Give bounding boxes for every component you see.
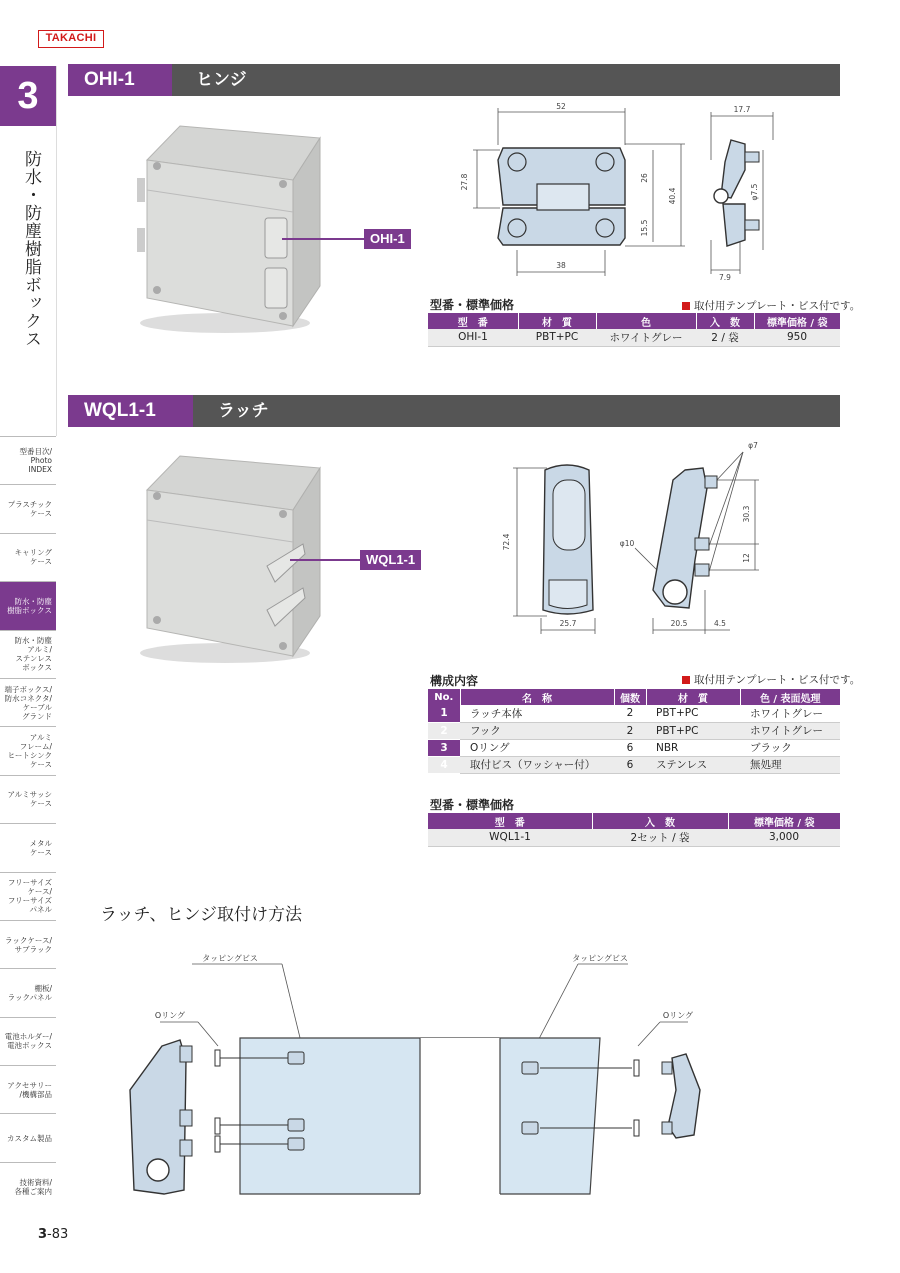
wql-callout: WQL1-1 [360,550,421,570]
ohi-cell-price: 950 [754,329,840,346]
dim-7-9: 7.9 [719,273,731,280]
sidenav-item-aluminum-sash[interactable]: アルミサッシ ケース [0,775,56,823]
sidenav-item-rack-case[interactable]: ラックケース/ サブラック [0,920,56,968]
dim-20-5: 20.5 [670,619,688,628]
wql-comp-material: ステンレス [646,756,740,773]
install-title: ラッチ、ヒンジ取付け方法 [100,905,303,925]
sidenav-item-metal-case[interactable]: メタル ケース [0,823,56,871]
ohi-th-material: 材 質 [518,313,596,329]
wql-comp-count: 2 [614,705,646,722]
wql-note: 取付用テンプレート・ビス付です。 [682,672,860,687]
wql-comp-color: 無処理 [740,756,840,773]
dim-25-7: 25.7 [559,619,577,628]
side-navigation [0,436,56,1210]
table-row [428,739,840,756]
ohi-th-model: 型 番 [428,313,518,329]
install-right-oring-label: Oリング [662,1011,694,1020]
wql-comp-no: 2 [428,722,460,739]
page-num: -83 [47,1227,69,1242]
wql-th-model: 型 番 [428,813,592,829]
wql-comp-material: PBT+PC [646,722,740,739]
wql-comp-count: 6 [614,739,646,756]
ohi-callout-line [282,238,366,240]
ohi-th-qty: 入 数 [696,313,754,329]
dim-38: 38 [556,261,566,270]
wql-comp-name: フック [460,722,614,739]
sidenav-item-plastic-case[interactable]: プラスチック ケース [0,484,56,532]
wql-comp-count: 2 [614,722,646,739]
chapter-number: 3 [0,66,56,126]
table-row [428,705,840,722]
sidenav-item-battery[interactable]: 電池ホルダー/ 電池ボックス [0,1017,56,1065]
ohi-th-price: 標準価格 / 袋 [754,313,840,329]
wql-comp-color: ホワイトグレー [740,722,840,739]
dim-phi-7-5: φ7.5 [750,183,759,201]
section-bar-ohi [68,64,840,96]
wql-th-price: 標準価格 / 袋 [728,813,840,829]
dim-15-5: 15.5 [640,219,649,237]
dim-26: 26 [640,173,649,183]
wql-comp-th-material: 材 質 [646,689,740,705]
section-name-ohi: ヒンジ [196,70,247,90]
ohi-cell-model: OHI-1 [428,329,518,346]
dim-phi-10: φ10 [619,539,635,548]
wql-comp-th-no: No. [428,689,460,705]
sidenav-item-terminal-box[interactable]: 端子ボックス/ 防水コネクタ/ ケーブル グランド [0,678,56,726]
wql-comp-color: ブラック [740,739,840,756]
page-chapter: 3 [38,1227,48,1242]
ohi-product-photo [125,118,335,338]
side-divider [56,66,57,436]
wql-comp-th-color: 色 / 表面処理 [740,689,840,705]
dim-12: 12 [742,553,751,563]
wql-callout-line [290,559,362,561]
dim-4-5: 4.5 [714,619,726,628]
wql-dimension-drawing [495,440,795,640]
dim-40-4: 40.4 [668,187,677,205]
section-code-ohi: OHI-1 [68,64,172,96]
takachi-logo: TAKACHI [38,30,104,48]
wql-comp-title: 構成内容 [430,674,479,688]
ohi-table-title: 型番・標準価格 [430,298,515,312]
dim-phi-7: φ7 [748,441,758,450]
table-row [428,756,840,773]
sidenav-item-waterproof-aluminum[interactable]: 防水・防塵 アルミ/ ステンレス ボックス [0,630,56,678]
wql-comp-material: PBT+PC [646,705,740,722]
install-right-screw-label: タッピングビス [572,954,628,963]
ohi-dimension-drawing [455,100,785,280]
wql-comp-no: 3 [428,739,460,756]
dim-27-8: 27.8 [460,173,469,191]
wql-comp-color: ホワイトグレー [740,705,840,722]
wql-comp-name: Oリング [460,739,614,756]
dim-72-4: 72.4 [502,533,511,551]
sidenav-item-waterproof-resin[interactable]: 防水・防塵 樹脂ボックス [0,581,56,629]
table-row [428,829,840,846]
wql-cell-model: WQL1-1 [428,829,592,846]
sidenav-item-custom[interactable]: カスタム製品 [0,1113,56,1161]
wql-comp-name: ラッチ本体 [460,705,614,722]
wql-product-photo [125,448,335,668]
wql-cell-qty: 2セット / 袋 [592,829,728,846]
section-name-wql: ラッチ [218,401,269,421]
ohi-cell-qty: 2 / 袋 [696,329,754,346]
sidenav-item-index[interactable]: 型番目次/ Photo INDEX [0,436,56,484]
install-left-screw-label: タッピングビス [202,954,258,963]
page-number [38,1227,68,1242]
wql-comp-name: 取付ビス（ワッシャー付） [460,756,614,773]
ohi-cell-material: PBT+PC [518,329,596,346]
wql-comp-material: NBR [646,739,740,756]
sidenav-item-free-size[interactable]: フリーサイズ ケース/ フリーサイズ パネル [0,872,56,920]
chapter-title: 防水・防塵樹脂ボックス [21,150,41,348]
sidenav-item-tech-docs[interactable]: 技術資料/ 各種ご案内 [0,1162,56,1210]
dim-52: 52 [556,102,566,111]
wql-th-qty: 入 数 [592,813,728,829]
section-code-wql: WQL1-1 [68,395,193,427]
ohi-callout: OHI-1 [364,229,411,249]
dim-17-7: 17.7 [733,105,751,114]
sidenav-item-aluminum-frame[interactable]: アルミ フレーム/ ヒートシンク ケース [0,726,56,774]
wql-components-table [428,689,840,774]
sidenav-item-shelf[interactable]: 棚板/ ラックパネル [0,968,56,1016]
ohi-th-color: 色 [596,313,696,329]
wql-comp-count: 6 [614,756,646,773]
install-diagram [120,950,740,1200]
section-bar-wql [68,395,840,427]
wql-price-table [428,813,840,847]
ohi-note: 取付用テンプレート・ビス付です。 [682,298,860,313]
install-left-oring-label: Oリング [154,1011,186,1020]
table-row [428,722,840,739]
ohi-cell-color: ホワイトグレー [596,329,696,346]
sidenav-item-accessory[interactable]: アクセサリー /機構部品 [0,1065,56,1113]
ohi-price-table [428,313,840,347]
wql-comp-th-name: 名 称 [460,689,614,705]
wql-cell-price: 3,000 [728,829,840,846]
wql-table-title: 型番・標準価格 [430,798,515,812]
wql-comp-no: 1 [428,705,460,722]
table-row [428,329,840,346]
wql-comp-no: 4 [428,756,460,773]
dim-30-3: 30.3 [742,505,751,523]
sidenav-item-carrying-case[interactable]: キャリング ケース [0,533,56,581]
wql-comp-th-count: 個数 [614,689,646,705]
